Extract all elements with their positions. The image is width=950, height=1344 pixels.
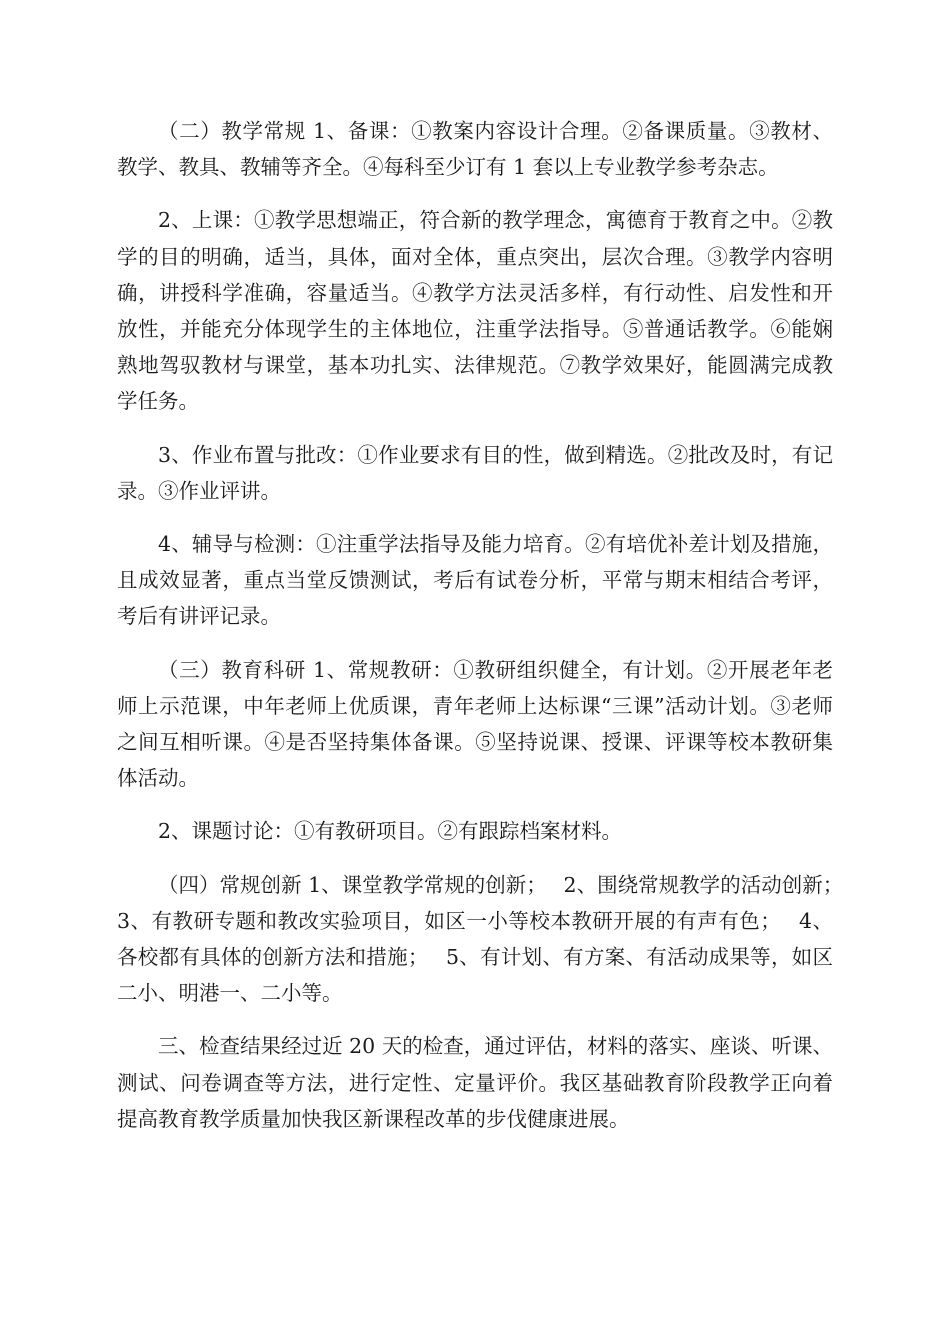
paragraph-homework: 3、作业布置与批改：①作业要求有目的性，做到精选。②批改及时，有记录。③作业评讲。 <box>117 442 833 503</box>
paragraph-routine-innovation: （四）常规创新 1、课堂教学常规的创新； 2、围绕常规教学的活动创新； 3、有教研专题和教改实验项目，如区一小等校本教研开展的有声有色； 4、各校都有具体的创新方法和措施； 5、有计划、有方案、有活动成果等，如区二小、明港一、二小等。 <box>117 872 861 1006</box>
document-body <box>117 113 861 1154</box>
paragraph-education-research: （三）教育科研 1、常规教研：①教研组织健全，有计划。②开展老年老师上示范课，中年老师上优质课，青年老师上达标课“三课”活动计划。③老师之间互相听课。④是否坚持集体备课。⑤坚持说课、授课、评课等校本教研集体活动。 <box>117 657 833 791</box>
paragraph-inspection-results: 三、检查结果经过近 20 天的检查，通过评估，材料的落实、座谈、听课、测试、问卷调查等方法，进行定性、定量评价。我区基础教育阶段教学正向着提高教育教学质量加快我区新课程改革的步伐健康进展。 <box>117 1034 833 1131</box>
paragraph-topic-discussion: 2、课题讨论：①有教研项目。②有跟踪档案材料。 <box>158 819 623 844</box>
paragraph-teaching-routine-lesson-prep: （二）教学常规 1、备课：①教案内容设计合理。②备课质量。③教材、教学、教具、教辅等齐全。④每科至少订有 1 套以上专业教学参考杂志。 <box>117 119 833 180</box>
paragraph-classroom-teaching: 2、上课：①教学思想端正，符合新的教学理念，寓德育于教育之中。②教学的目的明确，适当，具体，面对全体，重点突出，层次合理。③教学内容明确，讲授科学准确，容量适当。④教学方法灵活多样，有行动性、启发性和开放性，并能充分体现学生的主体地位，注重学法指导。⑤普通话教学。⑥能娴熟地驾驭教材与课堂，基本功扎实、法律规范。⑦教学效果好，能圆满完成教学任务。 <box>117 208 833 414</box>
paragraph-tutoring-testing: 4、辅导与检测：①注重学法指导及能力培育。②有培优补差计划及措施，且成效显著，重点当堂反馈测试，考后有试卷分析，平常与期末相结合考评，考后有讲评记录。 <box>117 532 833 629</box>
